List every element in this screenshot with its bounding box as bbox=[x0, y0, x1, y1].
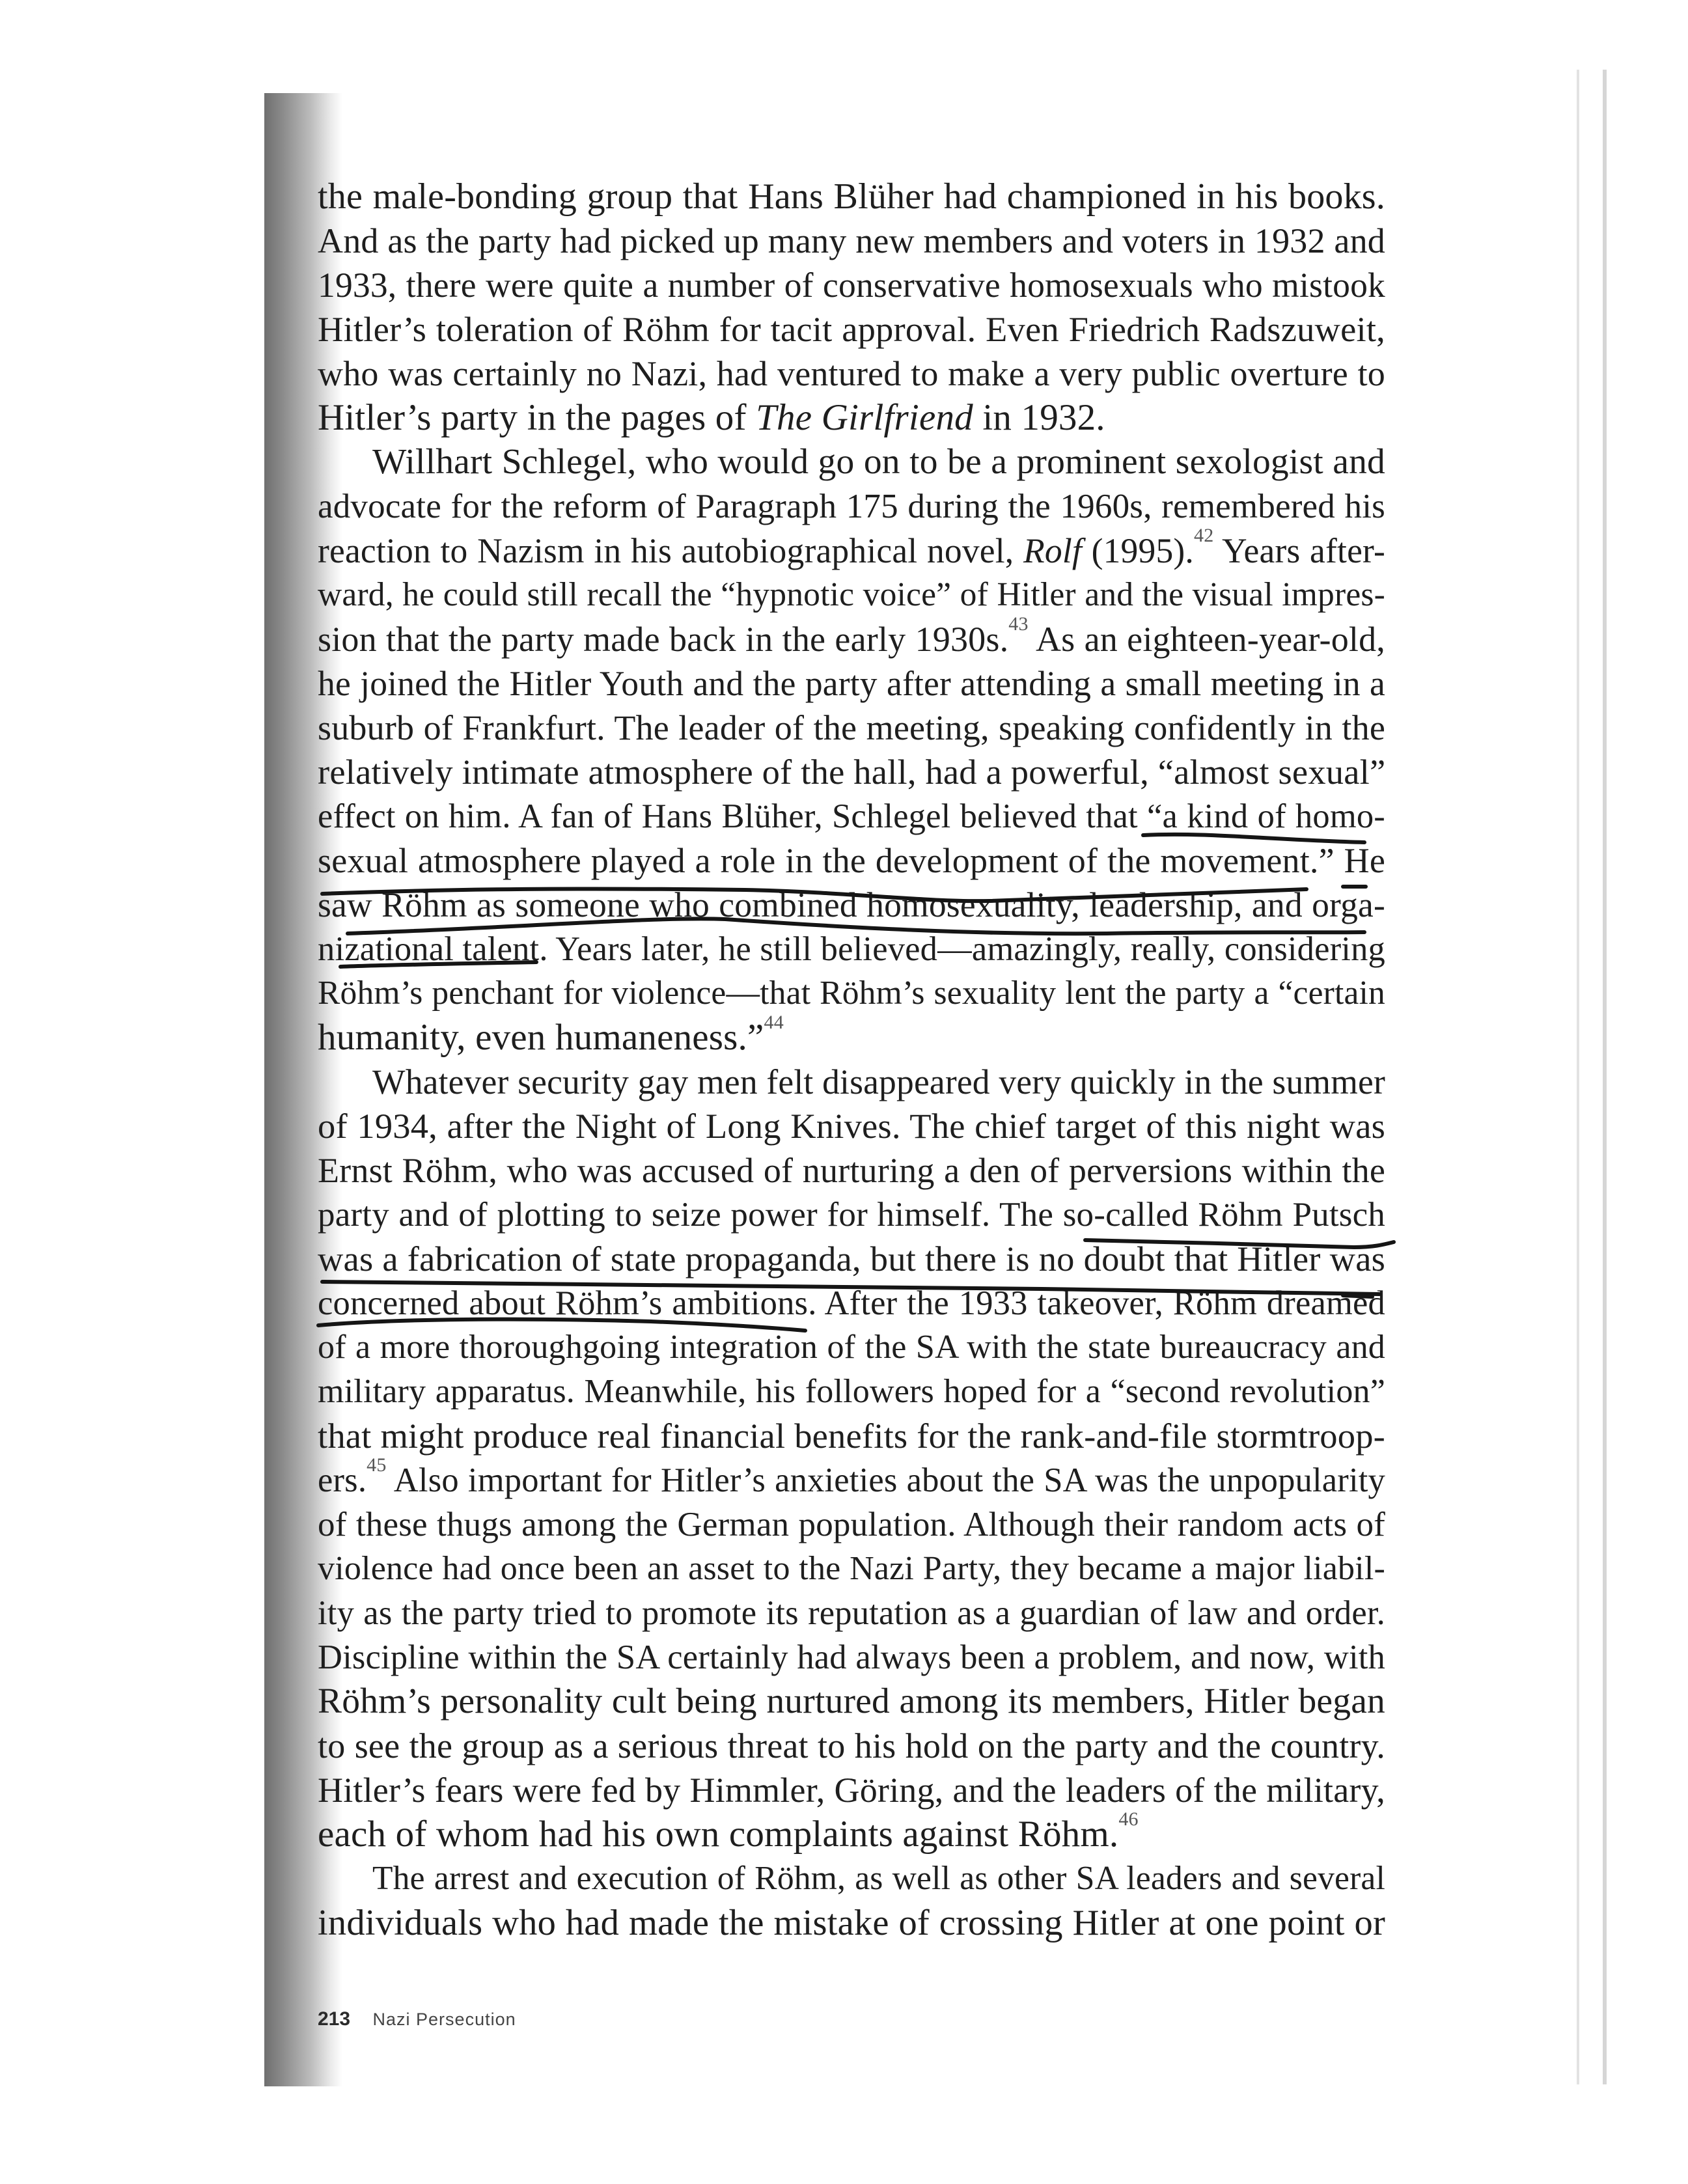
text-run: of a more thoroughgoing integration of the SA with the state bureaucracy and bbox=[318, 1329, 1385, 1366]
text-run: reaction to Nazism in his autobiographical novel, bbox=[318, 531, 1023, 570]
text-line bbox=[318, 1857, 1385, 1901]
text-run: of 1934, after the Night of Long Knives. The chief target of this night was bbox=[318, 1106, 1385, 1146]
text-run: ward, he could still recall the “hypnotic voice” of Hitler and the visual impres- bbox=[318, 576, 1385, 613]
text-run: that might produce real financial benefits for the rank-and-file stormtroop- bbox=[318, 1416, 1385, 1456]
text-run: party and of plotting to seize power for himself. The so-called Röhm Putsch bbox=[318, 1196, 1385, 1234]
text-line bbox=[318, 1679, 1385, 1724]
page-footer bbox=[318, 2008, 516, 2030]
text-line bbox=[318, 1104, 1385, 1148]
text-run: Years after- bbox=[1213, 531, 1385, 570]
text-line bbox=[318, 1635, 1385, 1679]
text-run: was a fabrication of state propaganda, but there is no doubt that Hitler was bbox=[318, 1239, 1385, 1279]
page-edge-line bbox=[1603, 70, 1607, 2084]
text-line bbox=[318, 1237, 1385, 1281]
text-run: advocate for the reform of Paragraph 175 during the 1960s, remembered his bbox=[318, 488, 1385, 525]
text-line bbox=[318, 219, 1385, 263]
text-run: sexual atmosphere played a role in the development of the movement.” He bbox=[318, 841, 1385, 880]
text-run: (1995). bbox=[1081, 531, 1194, 570]
text-run: effect on him. A fan of Hans Blüher, Schlegel believed that “a kind of homo- bbox=[318, 797, 1385, 835]
text-line bbox=[318, 838, 1385, 883]
text-run: the male-bonding group that Hans Blüher had championed in his books. bbox=[318, 176, 1385, 217]
text-run: humanity, even humaneness.” bbox=[318, 1017, 764, 1058]
text-run: military apparatus. Meanwhile, his followers hoped for a “second revolution” bbox=[318, 1373, 1385, 1410]
text-line bbox=[318, 573, 1385, 617]
text-run: violence had once been an asset to the Nazi Party, they became a major liabil- bbox=[318, 1550, 1385, 1587]
text-run: saw Röhm as someone who combined homosexuality, leadership, and orga- bbox=[318, 885, 1385, 924]
text-line bbox=[318, 1547, 1385, 1591]
text-run: 1933, there were quite a number of conservative homosexuals who mistook bbox=[318, 266, 1385, 305]
text-line bbox=[318, 1325, 1385, 1370]
text-run: of these thugs among the German population. Although their random acts of bbox=[318, 1506, 1385, 1543]
text-line bbox=[318, 613, 1385, 661]
text-run: who was certainly no Nazi, had ventured to make a very public overture to bbox=[318, 354, 1385, 393]
text-line bbox=[318, 1591, 1385, 1635]
text-run: Hitler’s fears were fed by Himmler, Göring, and the leaders of the military, bbox=[318, 1771, 1385, 1810]
text-line bbox=[318, 1502, 1385, 1547]
text-run: Willhart Schlegel, who would go on to be a prominent sexologist and bbox=[372, 442, 1385, 482]
text-line bbox=[318, 352, 1385, 396]
text-line bbox=[318, 1148, 1385, 1193]
text-line bbox=[318, 1901, 1385, 1945]
text-run: Hitler’s toleration of Röhm for tacit approval. Even Friedrich Radszuweit, bbox=[318, 309, 1385, 349]
text-line bbox=[318, 1060, 1385, 1104]
text-run: individuals who had made the mistake of crossing Hitler at one point or bbox=[318, 1903, 1385, 1943]
footnote-ref: 42 bbox=[1194, 525, 1214, 546]
text-line bbox=[318, 174, 1385, 219]
text-run: Hitler’s party in the pages of bbox=[318, 397, 756, 438]
text-run: to see the group as a serious threat to his hold on the party and the country. bbox=[318, 1726, 1385, 1765]
text-run: Röhm’s penchant for violence—that Röhm’s sexuality lent the party a “certain bbox=[318, 975, 1385, 1012]
text-line bbox=[318, 794, 1385, 838]
text-run: As an eighteen-year-old, bbox=[1028, 620, 1385, 659]
text-line bbox=[318, 263, 1385, 307]
text-line bbox=[318, 396, 1385, 440]
text-line bbox=[318, 971, 1385, 1016]
text-line bbox=[318, 1454, 1385, 1502]
text-run: The arrest and execution of Röhm, as well as other SA leaders and several bbox=[372, 1860, 1385, 1897]
text-line bbox=[318, 525, 1385, 573]
footnote-ref: 46 bbox=[1118, 1808, 1139, 1830]
text-run: sion that the party made back in the early 1930s. bbox=[318, 620, 1009, 659]
text-run: suburb of Frankfurt. The leader of the meeting, speaking confidently in the bbox=[318, 708, 1385, 747]
italic-title: Rolf bbox=[1023, 531, 1082, 570]
page-number: 213 bbox=[318, 2008, 351, 2030]
page-edge-line bbox=[1577, 70, 1579, 2084]
text-line bbox=[318, 1808, 1385, 1857]
text-line bbox=[318, 1724, 1385, 1768]
footnote-ref: 45 bbox=[367, 1454, 387, 1476]
text-line bbox=[318, 1414, 1385, 1458]
italic-title: The Girlfriend bbox=[756, 397, 973, 438]
footnote-ref: 44 bbox=[764, 1012, 784, 1033]
text-run: ity as the party tried to promote its reputation as a guardian of law and order. bbox=[318, 1594, 1385, 1632]
text-run: concerned about Röhm’s ambitions. After the 1933 takeover, Röhm dreamed bbox=[318, 1284, 1385, 1322]
text-run: Discipline within the SA certainly had always been a problem, and now, with bbox=[318, 1638, 1385, 1676]
text-run: nizational talent. Years later, he still believed—amazingly, really, considering bbox=[318, 930, 1385, 968]
text-line bbox=[318, 1768, 1385, 1812]
footnote-ref: 43 bbox=[1008, 613, 1029, 635]
text-run: in 1932. bbox=[973, 397, 1105, 438]
text-line bbox=[318, 661, 1385, 706]
text-run: Röhm’s personality cult being nurtured among its members, Hitler began bbox=[318, 1681, 1385, 1721]
text-run: And as the party had picked up many new members and voters in 1932 and bbox=[318, 221, 1385, 260]
text-run: ers. bbox=[318, 1461, 367, 1499]
text-run: relatively intimate atmosphere of the hall, had a powerful, “almost sexual” bbox=[318, 752, 1386, 792]
text-line bbox=[318, 440, 1385, 484]
text-line bbox=[318, 750, 1385, 794]
text-line bbox=[318, 1281, 1385, 1325]
text-line bbox=[318, 1012, 1385, 1060]
text-run: Whatever security gay men felt disappeared very quickly in the summer bbox=[372, 1062, 1385, 1101]
text-line bbox=[318, 484, 1385, 529]
text-run: he joined the Hitler Youth and the party after attending a small meeting in a bbox=[318, 664, 1385, 703]
text-line bbox=[318, 1193, 1385, 1237]
text-run: Ernst Röhm, who was accused of nurturing a den of perversions within the bbox=[318, 1151, 1385, 1190]
text-line bbox=[318, 883, 1385, 927]
text-line bbox=[318, 927, 1385, 971]
text-line bbox=[318, 1370, 1385, 1414]
text-line bbox=[318, 307, 1385, 352]
text-run: Also important for Hitler’s anxieties about the SA was the unpopularity bbox=[386, 1461, 1385, 1499]
text-line bbox=[318, 706, 1385, 750]
running-head: Nazi Persecution bbox=[372, 2010, 516, 2029]
text-run: each of whom had his own complaints against Röhm. bbox=[318, 1814, 1119, 1855]
text-column bbox=[318, 0, 1385, 2184]
